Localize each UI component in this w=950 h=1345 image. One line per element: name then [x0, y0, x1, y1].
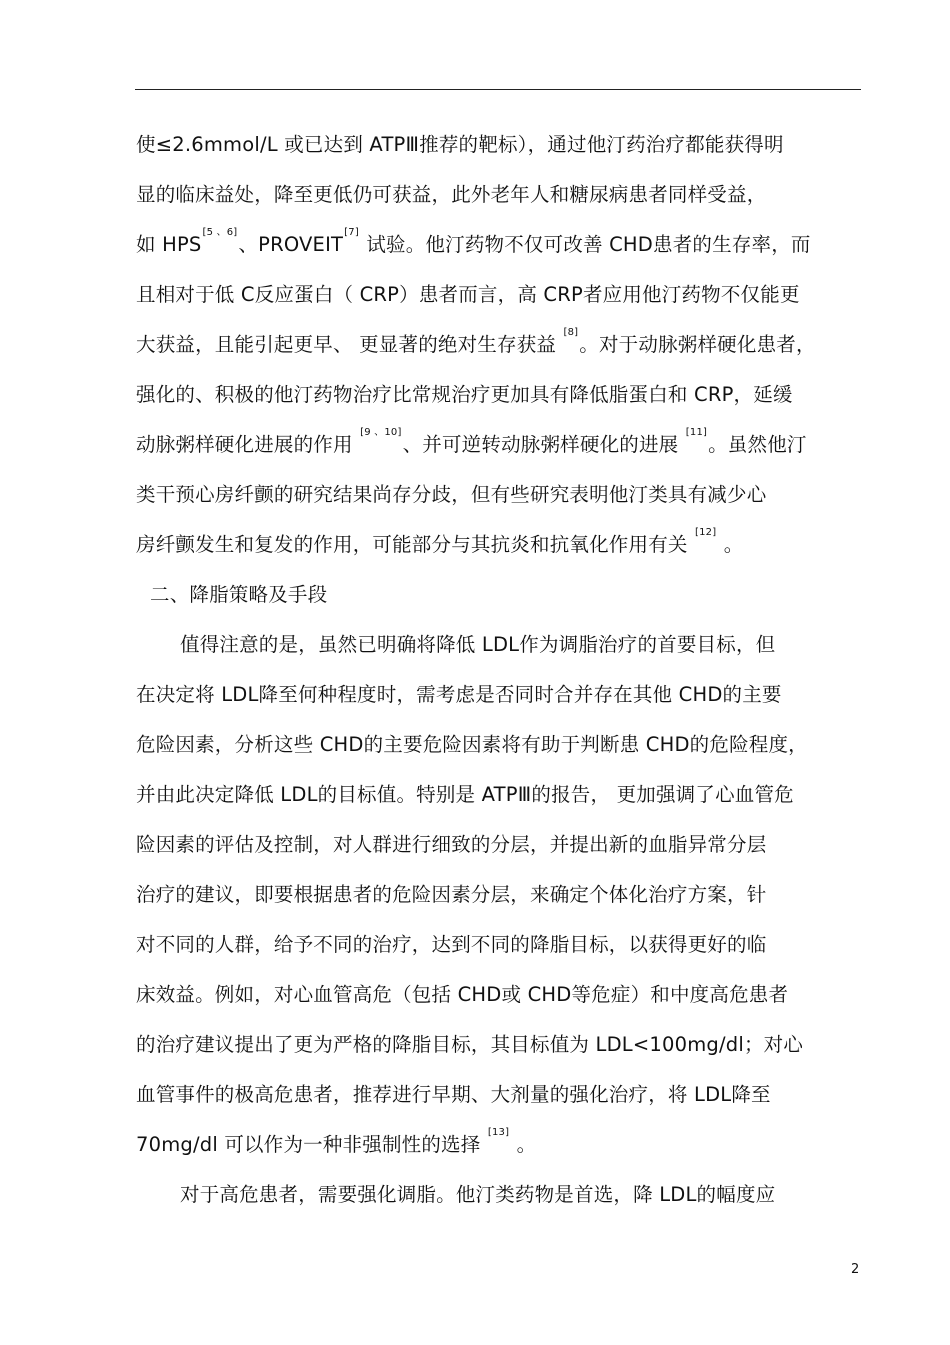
text-segment: 。对于动脉粥样硬化患者，: [579, 333, 816, 356]
text-line: [136, 183, 766, 207]
citation-ref: [5 、6]: [202, 226, 238, 238]
text-segment: 且相对于低 C反应蛋白（ CRP）患者而言，高 CRP者应用他汀药物不仅能更: [136, 283, 800, 306]
text-segment: 强化的、积极的他汀药物治疗比常规治疗更加具有降低脂蛋白和 CRP，延缓: [136, 383, 793, 406]
text-line: [136, 326, 816, 357]
text-segment: 使≤2.6mmol/L 或已达到 ATPⅢ推荐的靶标），通过他汀药治疗都能获得明: [136, 133, 784, 156]
page-number: 2: [851, 1262, 860, 1277]
header-rule: [135, 89, 861, 90]
citation-ref: [7]: [344, 226, 359, 238]
text-segment: 、PROVEIT: [238, 233, 344, 256]
text-line: [136, 933, 766, 957]
text-segment: 并由此决定降低 LDL的目标值。特别是 ATPⅢ的报告， 更加强调了心血管危: [136, 783, 794, 806]
text-line: [136, 426, 807, 457]
text-segment: 值得注意的是，虽然已明确将降低 LDL作为调脂治疗的首要目标，但: [180, 633, 776, 656]
text-line: [136, 133, 784, 157]
citation-ref: [8]: [563, 326, 579, 338]
text-line: [136, 883, 766, 907]
text-line: [136, 733, 808, 757]
text-line: [180, 633, 775, 657]
text-line: [136, 526, 744, 557]
text-segment: 血管事件的极高危患者，推荐进行早期、大剂量的强化治疗，将 LDL降至: [136, 1083, 771, 1106]
text-segment: 房纤颤发生和复发的作用，可能部分与其抗炎和抗氧化作用有关: [136, 533, 694, 556]
text-line: [136, 1033, 803, 1057]
text-segment: 显的临床益处，降至更低仍可获益，此外老年人和糖尿病患者同样受益，: [136, 183, 767, 206]
text-line: [136, 283, 800, 307]
text-segment: 试验。他汀药物不仅可改善 CHD患者的生存率，而: [359, 233, 811, 256]
citation-ref: [13]: [487, 1126, 510, 1138]
text-segment: 对不同的人群，给予不同的治疗，达到不同的降脂目标，以获得更好的临: [136, 933, 767, 956]
citation-ref: [12]: [695, 526, 717, 538]
text-segment: 对于高危患者，需要强化调脂。他汀类药物是首选，降 LDL的幅度应: [180, 1183, 776, 1206]
text-segment: 。: [717, 533, 744, 556]
text-line: [136, 1126, 537, 1157]
text-segment: 。虽然他汀: [708, 433, 807, 456]
text-segment: 如 HPS: [136, 233, 202, 256]
citation-ref: [9 、10]: [360, 426, 402, 438]
text-segment: 危险因素，分析这些 CHD的主要危险因素将有助于判断患 CHD的危险程度，: [136, 733, 808, 756]
text-line: [136, 783, 794, 807]
text-segment: 动脉粥样硬化进展的作用: [136, 433, 360, 456]
text-line: [136, 383, 793, 407]
citation-ref: [11]: [685, 426, 708, 438]
text-line: [136, 226, 811, 257]
text-segment: 的治疗建议提出了更为严格的降脂目标，其目标值为 LDL<100mg/dl；对心: [136, 1033, 804, 1056]
text-line: [136, 683, 782, 707]
text-segment: 险因素的评估及控制，对人群进行细致的分层，并提出新的血脂异常分层: [136, 833, 767, 856]
text-segment: 二、降脂策略及手段: [150, 583, 328, 606]
text-segment: 床效益。例如，对心血管高危（包括 CHD或 CHD等危症）和中度高危患者: [136, 983, 789, 1006]
text-line: [136, 983, 788, 1007]
text-line: [136, 1083, 771, 1107]
text-segment: 、并可逆转动脉粥样硬化的进展: [402, 433, 685, 456]
section-heading: [150, 583, 327, 607]
text-segment: 在决定将 LDL降至何种程度时，需考虑是否同时合并存在其他 CHD的主要: [136, 683, 782, 706]
text-segment: 类干预心房纤颤的研究结果尚存分歧，但有些研究表明他汀类具有减少心: [136, 483, 767, 506]
text-line: [180, 1183, 775, 1207]
text-segment: 。: [510, 1133, 537, 1156]
text-line: [136, 833, 766, 857]
text-segment: 治疗的建议，即要根据患者的危险因素分层，来确定个体化治疗方案，针: [136, 883, 767, 906]
text-segment: 70mg/dl 可以作为一种非强制性的选择: [136, 1133, 487, 1156]
text-line: [136, 483, 766, 507]
text-segment: 大获益，且能引起更早、 更显著的绝对生存获益: [136, 333, 563, 356]
